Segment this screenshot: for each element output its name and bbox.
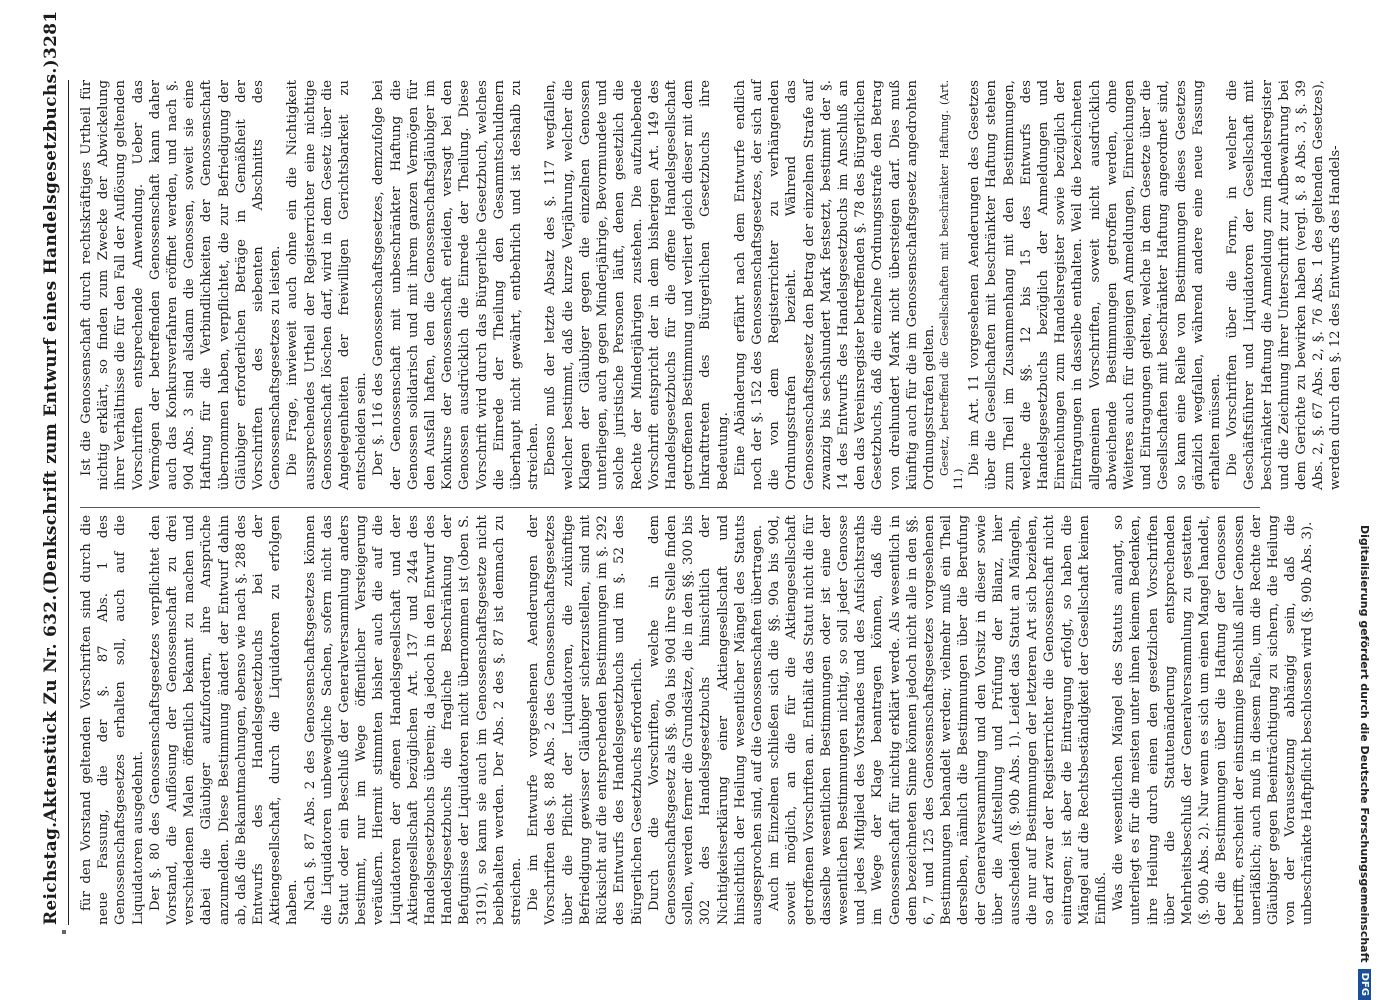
paragraph: Die im Art. 11 vorgesehenen Aenderungen des Gesetzes über die Gesellschaften mit beschränkter Haftung stehen zum Theil im Zusammenhang mit den Bestimmungen, welche die §§. 12 bis 15 des Entwurfs des Handelsgesetzbuchs bezüglich der Anmeldungen und Einreichungen zum Handelsregister sowie bezüglich der Eintragungen in dasselbe enthalten. Weil die bezeichneten allgemeinen Vorschriften, soweit nicht ausdrücklich abweichende Bestimmungen getroffen werden, ohne Weiteres auch für diejenigen Anmeldungen, Einreichungen und Eintragungen gelten, welche in dem Gesetze über die Gesellschaften mit beschränkter Haftung angeordnet sind, so kann eine Reihe von Bestimmungen dieses Gesetzes gänzlich wegfallen, während andere eine neue Fassung erhalten müssen. xyxy=(967,80,1223,490)
scan-speck xyxy=(62,930,66,934)
paragraph: Durch die Vorschriften, welche in dem Genossenschaftsgesetz als §§. 90a bis 90d ihre Stelle finden sollen, werden ferner die Grundsätze, die in den §§. 300 bis 302 des Handelsgesetzbuchs hinsichtlich der Nichtigkeitserklärung einer Aktiengesellschaft und hinsichtlich der Heilung wesentlicher Mängel des Statuts ausgesprochen sind, auf die Genossenschaften übertragen. xyxy=(646,515,765,925)
paragraph: Die im Entwurfe vorgesehenen Aenderungen der Vorschriften des §. 88 Abs. 2 des Genossenschaftsgesetzes über die Pflicht der Liquidatoren, die zukünftige Befriedigung gewisser Gläubiger sicherzustellen, sind mit Rücksicht auf die entsprechenden Bestimmungen im §. 292 des Entwurfs des Handelsgesetzbuchs und im §. 52 des Bürgerlichen Gesetzbuchs erforderlich. xyxy=(526,515,645,925)
header-rule xyxy=(68,80,69,925)
header-title: (Denkschrift zum Entwurf eines Handelsgesetzbuchs.) xyxy=(41,59,61,595)
paragraph: für den Vorstand geltenden Vorschriften sind durch die neue Fassung, die der §. 87 Abs. 1 des Genossenschaftsgesetzes erhalten soll, auch auf die Liquidatoren ausgedehnt. xyxy=(79,515,146,925)
digitization-text: Digitalisierung gefördert durch die Deutsche Forschungsgemeinschaft xyxy=(1358,524,1372,963)
text-column-left xyxy=(78,515,1316,925)
paragraph: Der §. 80 des Genossenschaftsgesetzes verpflichtet den Vorstand, die Auflösung der Genossenschaft zu drei verschiedenen Malen öffentlich bekannt zu machen und dabei die Gläubiger aufzufordern, ihre Ansprüche anzumelden. Diese Bestimmung ändert der Entwurf dahin ab, daß die Bekanntmachungen, ebenso wie nach §. 288 des Entwurfs des Handelsgesetzbuchs bei der Aktiengesellschaft, durch die Liquidatoren zu erfolgen haben. xyxy=(147,515,301,925)
paragraph: Ebenso muß der letzte Absatz des §. 117 wegfallen, welcher bestimmt, daß die kurze Verjährung, welcher die Klagen der Gläubiger gegen die einzelnen Genossen unterliegen, auch gegen Minderjährige, Bevormundete und solche juristische Personen läuft, denen gesetzlich die Rechte der Minderjährigen zustehen. Die aufzuhebende Vorschrift entspricht der in dem bisherigen Art. 149 des Handelsgesetzbuchs für die offene Handelsgesellschaft getroffenen Bestimmung und verliert gleich dieser mit dem Inkrafttreten des Bürgerlichen Gesetzbuchs ihre Bedeutung. xyxy=(543,80,731,490)
paragraph: Die Vorschriften über die Form, in welcher die Geschäftsführer und Liquidatoren der Gesellschaft mit beschränkter Haftung die Anmeldung zum Handelsregister und die Zeichnung ihrer Unterschrift zur Aufbewahrung bei dem Gerichte zu bewirken haben (vergl. §. 8 Abs. 3, §. 39 Abs. 2, §. 67 Abs. 2, §. 76 Abs. 1 des geltenden Gesetzes), werden durch den §. 12 des Entwurfs des Handels- xyxy=(1225,80,1344,490)
paragraph: Ist die Genossenschaft durch rechtskräftiges Urtheil für nichtig erklärt, so finden zum Zwecke der Abwickelung ihrer Verhältnisse die für den Fall der Auflösung geltenden Vorschriften entsprechende Anwendung. Ueber das Vermögen der betreffenden Genossenschaft kann daher auch das Konkursverfahren eröffnet werden, und nach §. 90d Abs. 3 sind alsdann die Genossen, soweit sie eine Haftung für die Verbindlichkeiten der Genossenschaft übernommen haben, verpflichtet, die zur Befriedigung der Gläubiger erforderlichen Beträge in Gemäßheit der Vorschriften des siebenten Abschnitts des Genossenschaftsgesetzes zu leisten. xyxy=(79,80,284,490)
digitization-note xyxy=(1352,0,1378,1000)
header-reichstag: Reichstag. xyxy=(41,821,61,925)
page-header xyxy=(38,10,64,925)
text-column-right xyxy=(78,80,1344,490)
column-divider xyxy=(80,507,1260,508)
paragraph: Eine Abänderung erfährt nach dem Entwurfe endlich noch der §. 152 des Genossenschaftsgesetzes, der sich auf die von dem Registerrichter zu verhängenden Ordnungsstrafen bezieht. Während das Genossenschaftsgesetz den Betrag der einzelnen Strafe auf zwanzig bis sechshundert Mark festsetzt, bestimmt der §. 14 des Entwurfs des Handelsgesetzbuchs im Anschluß an den das Vereinsregister betreffenden §. 78 des Bürgerlichen Gesetzbuchs, daß die einzelne Ordnungsstrafe den Betrag von dreihundert Mark nicht übersteigen darf. Dies muß künftig auch für die im Genossenschaftsgesetz angedrohten Ordnungsstrafen gelten. xyxy=(732,80,937,490)
dfg-logo: DFG xyxy=(1359,969,1372,1000)
paragraph: Nach §. 87 Abs. 2 des Genossenschaftsgesetzes können die Liquidatoren unbewegliche Sachen, sofern nicht das Statut oder ein Beschluß der Generalversammlung anders bestimmt, nur im Wege öffentlicher Versteigerung veräußern. Hiermit stimmten bisher auch die auf die Liquidatoren der offenen Handelsgesellschaft und der Aktiengesellschaft bezüglichen Art. 137 und 244a des Handelsgesetzbuchs überein; da jedoch in den Entwurf des Handelsgesetzbuchs die fragliche Beschränkung der Befugnisse der Liquidatoren nicht übernommen ist (oben S. 3191), so kann sie auch im Genossenschaftsgesetze nicht beibehalten werden. Der Abs. 2 des §. 87 ist demnach zu streichen. xyxy=(302,515,525,925)
paragraph: Was die wesentlichen Mängel des Statuts anlangt, so unterliegt es für die meisten unter ihnen keinem Bedenken, ihre Heilung durch einen den gesetzlichen Vorschriften über die Statutenänderung entsprechenden Mehrheitsbeschluß der Generalversammlung zu gestatten (§. 90b Abs. 2). Nur wenn es sich um einen Mangel handelt, der die Bestimmungen über die Haftung der Genossen betrifft, erscheint der einstimmige Beschluß aller Genossen unerläßlich; auch muß in diesem Falle, um die Rechte der Gläubiger gegen Beeinträchtigung zu sichern, die Heilung von der Voraussetzung abhängig sein, daß die unbeschränkte Haftpflicht beschlossen wird (§. 90b Abs. 3). xyxy=(1111,515,1316,925)
paragraph: Die Frage, inwieweit auch ohne ein die Nichtigkeit aussprechendes Urtheil der Registerrichter eine nichtige Genossenschaft löschen darf, wird in dem Gesetz über die Angelegenheiten der freiwilligen Gerichtsbarkeit zu entscheiden sein. xyxy=(285,80,370,490)
paragraph: Der §. 116 des Genossenschaftsgesetzes, demzufolge bei der Genossenschaft mit unbeschränkter Haftung die Genossen solidarisch und mit ihrem ganzen Vermögen für den Ausfall haften, den die Genossenschaftsgläubiger im Konkurse der Genossenschaft erleiden, versagt bei den Genossen ausdrücklich die Einrede der Theilung. Diese Vorschrift wird durch das Bürgerliche Gesetzbuch, welches die Einrede der Theilung den Gesammtschuldnern überhaupt nicht gewährt, entbehrlich und ist deshalb zu streichen. xyxy=(371,80,542,490)
paragraph: Auch im Einzelnen schließen sich die §§. 90a bis 90d, soweit möglich, an die für die Aktiengesellschaft getroffenen Vorschriften an. Enthält das Statut nicht die für dasselbe wesentlichen Bestimmungen oder ist eine der wesentlichen Bestimmungen nichtig, so soll jeder Genosse und jedes Mitglied des Vorstandes und des Aufsichtsraths im Wege der Klage beantragen können, daß die Genossenschaft für nichtig erklärt werde. Als wesentlich in dem bezeichneten Sinne können jedoch nicht alle in den §§. 6, 7 und 125 des Genossenschaftsgesetzes vorgesehenen Bestimmungen behandelt werden; vielmehr muß ein Theil derselben, nämlich die Bestimmungen über die Berufung der Generalversammlung und den Vorsitz in dieser sowie über die Aufstellung und Prüfung der Bilanz, hier ausscheiden (§. 90b Abs. 1). Leidet das Statut an Mängeln, die nur auf Bestimmungen der letzteren Art sich beziehen, so darf zwar der Registerrichter die Genossenschaft nicht eintragen; ist aber die Eintragung erfolgt, so haben die Mängel auf die Rechtsbeständigkeit der Gesellschaft keinen Einfluß. xyxy=(767,515,1109,925)
header-aktenstueck: Aktenstück Zu Nr. 632. xyxy=(41,594,61,822)
section-heading: Gesetz, betreffend die Gesellschaften mit beschränkter Haftung. (Art. 11.) xyxy=(938,80,966,490)
page-number: 3281 xyxy=(41,10,61,60)
